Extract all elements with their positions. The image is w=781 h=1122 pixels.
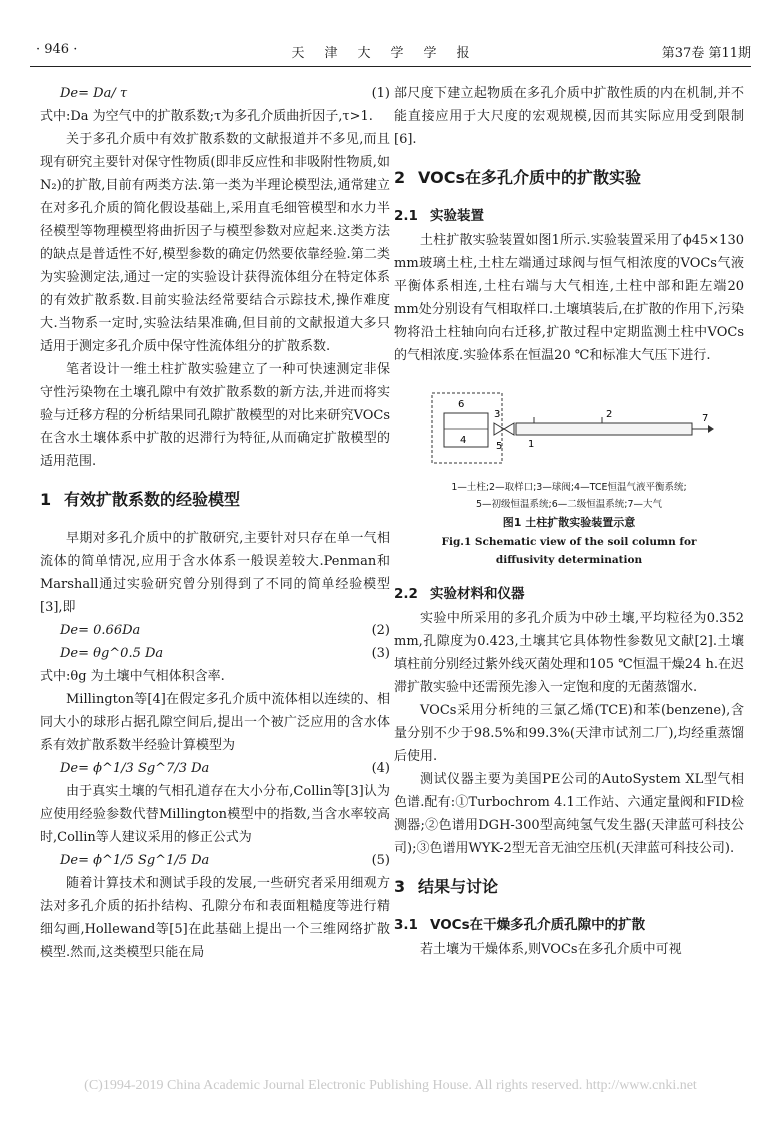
soil-column-tube (516, 423, 692, 435)
subsection-2-2-heading (394, 583, 744, 605)
subsection-2-2-number: 2.2 (394, 586, 418, 602)
equation-1-note: 式中:Da 为空气中的扩散系数;τ为多孔介质曲折因子,τ>1. (40, 109, 373, 124)
figure-label-4: 4 (460, 435, 467, 446)
paragraph-vocs: VOCs采用分析纯的三氯乙烯(TCE)和苯(benzene),含量分别不少于98.5%和99.3%(天津市试剂二厂),均经重蒸馏后使用. (394, 703, 744, 764)
equation-3 (40, 642, 390, 665)
copyright-watermark: (C)1994-2019 China Academic Journal Electronic Publishing House. All rights reserved. http://www.cnki.net (84, 1078, 697, 1093)
equation-5-number: (5) (371, 853, 390, 868)
equation-3-note: 式中:θg 为土壤中气相体积含率. (40, 669, 225, 684)
figure-label-6: 6 (458, 399, 465, 410)
figure-1-diagram (394, 387, 744, 479)
equation-5-formula: De= ϕ^1/5 Sg^1/5 Da (60, 853, 210, 868)
equation-4-formula: De= ϕ^1/3 Sg^7/3 Da (60, 761, 210, 776)
paragraph-materials: 实验中所采用的多孔介质为中砂土壤,平均粒径为0.352 mm,孔隙度为0.423,土壤其它具体物性参数见文献[2].土壤填柱前分别经过紫外线灭菌处理和105 ℃恒温干燥24 h.在迟滞扩散实验中还需预先渗入一定饱和度的无菌蒸馏水. (394, 611, 744, 695)
section-1-title: 有效扩散系数的经验模型 (64, 490, 241, 509)
figure-1-caption-en-1: Fig.1 Schematic view of the soil column for (441, 536, 697, 548)
paragraph-early-research: 早期对多孔介质中的扩散研究,主要针对只存在单一气相流体的简单情况,应用于含水体系一般误差较大.Penman和Marshall通过实验研究曾分别得到了不同的简单经验模型[3],即 (40, 531, 390, 615)
figure-label-1: 1 (528, 439, 535, 450)
equation-4-number: (4) (371, 761, 390, 776)
equation-1-number: (1) (371, 86, 390, 101)
paragraph-collin: 由于真实土壤的气相孔道存在大小分布,Collin等[3]认为应使用经验参数代替Millington模型中的指数,当含水率较高时,Collin等人建议采用的修正公式为 (40, 784, 390, 845)
section-3-number: 3 (394, 877, 406, 896)
equation-3-formula: De= θg^0.5 Da (60, 646, 164, 661)
subsection-2-1-title: 实验装置 (430, 208, 484, 224)
paragraph-method: 笔者设计一维土柱扩散实验建立了一种可快速测定非保守性污染物在土壤孔隙中有效扩散系数的新方法,并进而将实验与迁移方程的分析结果同孔隙扩散模型的对比来研究VOCs在含水土壤体系中扩散的迟滞行为特征,从而确定扩散模型的适用范围. (40, 362, 390, 469)
equation-2-number: (2) (371, 623, 390, 638)
section-2-heading (394, 165, 744, 191)
figure-1-legend-line-2: 5—初级恒温系统;6—二级恒温系统;7—大气 (475, 499, 663, 510)
right-column (394, 82, 744, 961)
section-2-number: 2 (394, 168, 406, 187)
equation-2-formula: De= 0.66Da (60, 623, 141, 638)
paragraph-network-model: 随着计算技术和测试手段的发展,一些研究者采用细观方法对多孔介质的拓扑结构、孔隙分布和表面粗糙度等进行精细勾画,Hollewand等[5]在此基础上提出一个三维网络扩散模型.然而,这类模型只能在局 (40, 876, 390, 960)
ball-valve-right (504, 423, 514, 435)
section-3-title: 结果与讨论 (418, 877, 499, 896)
equation-2 (40, 619, 390, 642)
subsection-3-1-heading (394, 914, 744, 936)
figure-label-3: 3 (494, 409, 501, 420)
equation-4 (40, 757, 390, 780)
figure-label-7: 7 (702, 413, 709, 424)
figure-label-5: 5 (496, 441, 503, 452)
equation-5 (40, 849, 390, 872)
subsection-2-2-title: 实验材料和仪器 (430, 586, 525, 602)
left-column (40, 82, 390, 964)
paragraph-literature: 关于多孔介质中有效扩散系数的文献报道并不多见,而且现有研究主要针对保守性物质(即非反应性和非吸附性物质,如N₂)的扩散,目前有两类方法.第一类为半理论模型法,通常建立在对多孔介质的简化假设基础上,采用直毛细管模型和水力半径模型等物理模型将曲折因子与模型参数对应起来.这类方法的缺点是普适性不好,模型参数的确定仍然要依靠经验.第二类为实验测定法,通过一定的实验设计获得流体组分在特定体系的有效扩散系数.目前实验法经常要结合示踪技术,操作难度大.当物系一定时,实验法结果准确,但目前的文献报道大多只适用于测定多孔介质中保守性流体组分的扩散系数. (40, 132, 390, 354)
secondary-thermostat-box (432, 393, 502, 463)
figure-label-2: 2 (606, 409, 613, 420)
equation-3-number: (3) (371, 646, 390, 661)
paragraph-dry-soil: 若土壤为干燥体系,则VOCs在多孔介质中可视 (420, 942, 682, 957)
equation-1 (40, 82, 390, 105)
equation-1-formula: De= Da/ τ (60, 86, 128, 101)
paragraph-instruments: 测试仪器主要为美国PE公司的AutoSystem XL型气相色谱.配有:①Turbochrom 4.1工作站、六通定量阀和FID检测器;②色谱用DGH-300型高纯氢气发生器(天津蓝可科技公司);③色谱用WYK-2型无音无油空压机(天津蓝可科技公司). (394, 772, 744, 856)
subsection-3-1-title: VOCs在干燥多孔介质孔隙中的扩散 (430, 917, 646, 933)
subsection-2-1-number: 2.1 (394, 208, 418, 224)
journal-title: 天津大学学报 (291, 46, 490, 61)
section-1-number: 1 (40, 490, 52, 509)
figure-1-caption-cn: 图1 土柱扩散实验装置示意 (502, 516, 636, 529)
section-3-heading (394, 874, 744, 900)
paragraph-continued: 部尺度下建立起物质在多孔介质中扩散性质的内在机制,并不能直接应用于大尺度的宏观规模,因而其实际应用受到限制[6]. (394, 86, 744, 147)
page-header (30, 36, 751, 62)
atmosphere-arrow-head (708, 425, 714, 433)
figure-1-legend-line-1: 1—土柱;2—取样口;3—球阀;4—TCE恒温气液平衡系统; (451, 482, 687, 493)
volume-issue: 第37卷 第11期 (661, 46, 751, 61)
paragraph-apparatus: 土柱扩散实验装置如图1所示.实验装置采用了ϕ45×130 mm玻璃土柱,土柱左端通过球阀与恒气相浓度的VOCs气液平衡体系相连,土柱右端与大气相连,土柱中部和距左端20 mm处分别设有气相取样口.土壤填装后,在扩散的作用下,污染物将沿土柱轴向向右迁移,扩散过程中定期监测土柱中VOCs的气相浓度.实验体系在恒温20 ℃和标准大气压下进行. (394, 233, 744, 363)
subsection-2-1-heading (394, 205, 744, 227)
section-1-heading (40, 487, 390, 513)
subsection-3-1-number: 3.1 (394, 917, 418, 933)
figure-1-caption-en-2: diffusivity determination (495, 554, 643, 566)
section-2-title: VOCs在多孔介质中的扩散实验 (418, 168, 641, 187)
header-rule (30, 66, 751, 67)
page-number: · 946 · (36, 42, 78, 57)
paragraph-millington: Millington等[4]在假定多孔介质中流体相以连续的、相同大小的球形占据孔隙空间后,提出一个被广泛应用的含水体系有效扩散系数半经验计算模型为 (40, 692, 390, 753)
soil-column-schematic (424, 387, 714, 475)
